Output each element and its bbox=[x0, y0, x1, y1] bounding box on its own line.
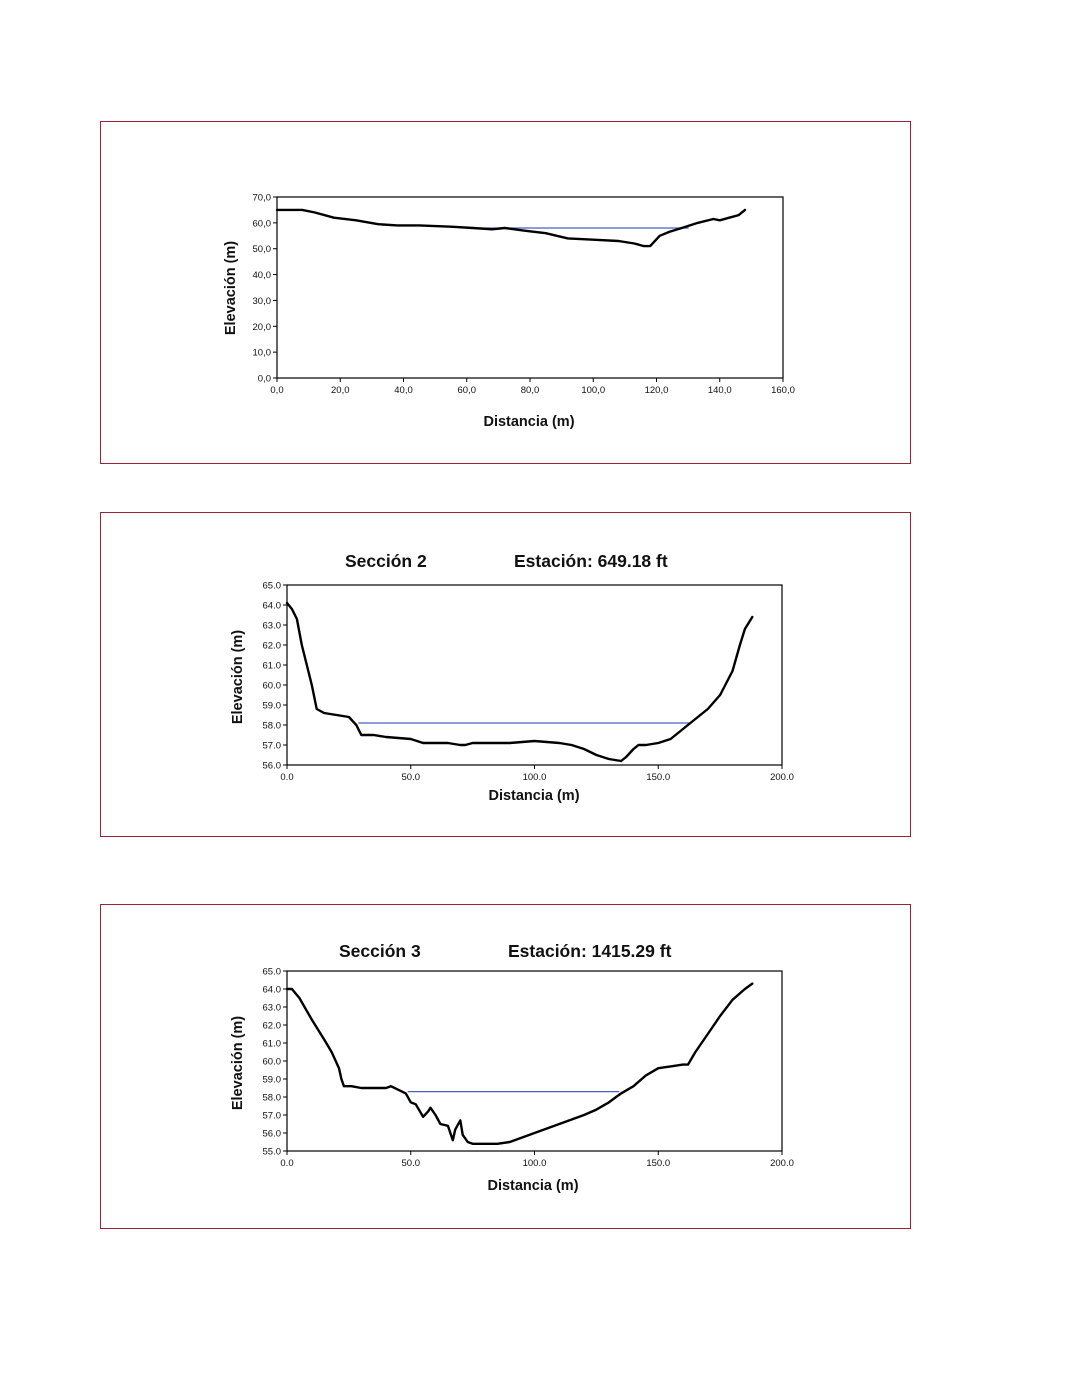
chart-2-plot-area bbox=[287, 585, 782, 765]
y-tick-label: 70,0 bbox=[252, 192, 271, 204]
chart-2-ylabel: Elevación (m) bbox=[230, 629, 246, 725]
y-tick-label: 56.0 bbox=[262, 1128, 281, 1140]
y-tick-label: 64.0 bbox=[262, 984, 281, 996]
y-tick-label: 62.0 bbox=[262, 1020, 281, 1032]
chart-3-ylabel: Elevación (m) bbox=[230, 1015, 246, 1111]
y-tick-label: 60.0 bbox=[262, 680, 281, 692]
chart-3-title: Sección 3 bbox=[339, 941, 421, 961]
chart-3-svg bbox=[101, 905, 909, 1227]
y-tick-label: 0,0 bbox=[257, 373, 271, 385]
x-tick-label: 200.0 bbox=[770, 1158, 794, 1169]
chart-2-svg bbox=[101, 513, 909, 835]
y-tick-label: 20,0 bbox=[252, 321, 271, 333]
y-tick-label: 59.0 bbox=[262, 700, 281, 712]
y-tick-label: 60,0 bbox=[252, 218, 271, 230]
chart-panel-seccion-1 bbox=[100, 121, 911, 464]
chart-2-xlabel: Distancia (m) bbox=[488, 788, 580, 804]
y-tick-label: 60.0 bbox=[262, 1056, 281, 1068]
y-tick-label: 30,0 bbox=[252, 295, 271, 307]
x-tick-label: 100,0 bbox=[581, 385, 606, 396]
y-tick-label: 40,0 bbox=[252, 270, 271, 282]
y-tick-label: 63.0 bbox=[262, 1002, 281, 1014]
y-tick-label: 59.0 bbox=[262, 1074, 281, 1086]
chart-1-svg bbox=[101, 122, 909, 462]
x-tick-label: 50.0 bbox=[401, 1158, 420, 1169]
y-tick-label: 50,0 bbox=[252, 244, 271, 256]
x-tick-label: 50.0 bbox=[401, 772, 420, 783]
y-tick-label: 62.0 bbox=[262, 640, 281, 652]
x-tick-label: 0.0 bbox=[280, 772, 294, 783]
y-tick-label: 65.0 bbox=[262, 580, 281, 592]
x-tick-label: 100.0 bbox=[522, 772, 547, 783]
y-tick-label: 61.0 bbox=[262, 660, 281, 672]
chart-3-subtitle: Estación: 1415.29 ft bbox=[508, 941, 672, 961]
chart-2-subtitle: Estación: 649.18 ft bbox=[514, 551, 668, 571]
chart-panel-seccion-2 bbox=[100, 512, 911, 837]
x-tick-label: 140,0 bbox=[707, 385, 732, 396]
y-tick-label: 64.0 bbox=[262, 600, 281, 612]
chart-1-plot-area bbox=[277, 197, 783, 378]
x-tick-label: 0.0 bbox=[280, 1158, 294, 1169]
y-tick-label: 63.0 bbox=[262, 620, 281, 632]
chart-1-ylabel: Elevación (m) bbox=[223, 240, 239, 336]
x-tick-label: 120,0 bbox=[644, 385, 669, 396]
chart-2-title: Sección 2 bbox=[345, 551, 427, 571]
x-tick-label: 160,0 bbox=[771, 385, 795, 396]
chart-panel-seccion-3 bbox=[100, 904, 911, 1229]
y-tick-label: 56.0 bbox=[262, 760, 281, 772]
x-tick-label: 100.0 bbox=[522, 1158, 547, 1169]
x-tick-label: 150.0 bbox=[646, 772, 671, 783]
y-tick-label: 57.0 bbox=[262, 1110, 281, 1122]
y-tick-label: 57.0 bbox=[262, 740, 281, 752]
y-tick-label: 10,0 bbox=[252, 347, 271, 359]
y-tick-label: 61.0 bbox=[262, 1038, 281, 1050]
x-tick-label: 0,0 bbox=[270, 385, 284, 396]
x-tick-label: 80,0 bbox=[520, 385, 540, 396]
x-tick-label: 40,0 bbox=[394, 385, 413, 396]
y-tick-label: 58.0 bbox=[262, 720, 281, 732]
x-tick-label: 150.0 bbox=[646, 1158, 671, 1169]
x-tick-label: 200.0 bbox=[770, 772, 794, 783]
y-tick-label: 58.0 bbox=[262, 1092, 281, 1104]
chart-3-plot-area bbox=[287, 971, 782, 1151]
chart-3-xlabel: Distancia (m) bbox=[487, 1178, 579, 1194]
chart-1-xlabel: Distancia (m) bbox=[483, 414, 575, 430]
x-tick-label: 60,0 bbox=[457, 385, 476, 396]
y-tick-label: 65.0 bbox=[262, 966, 281, 978]
x-tick-label: 20,0 bbox=[331, 385, 350, 396]
y-tick-label: 55.0 bbox=[262, 1146, 281, 1158]
